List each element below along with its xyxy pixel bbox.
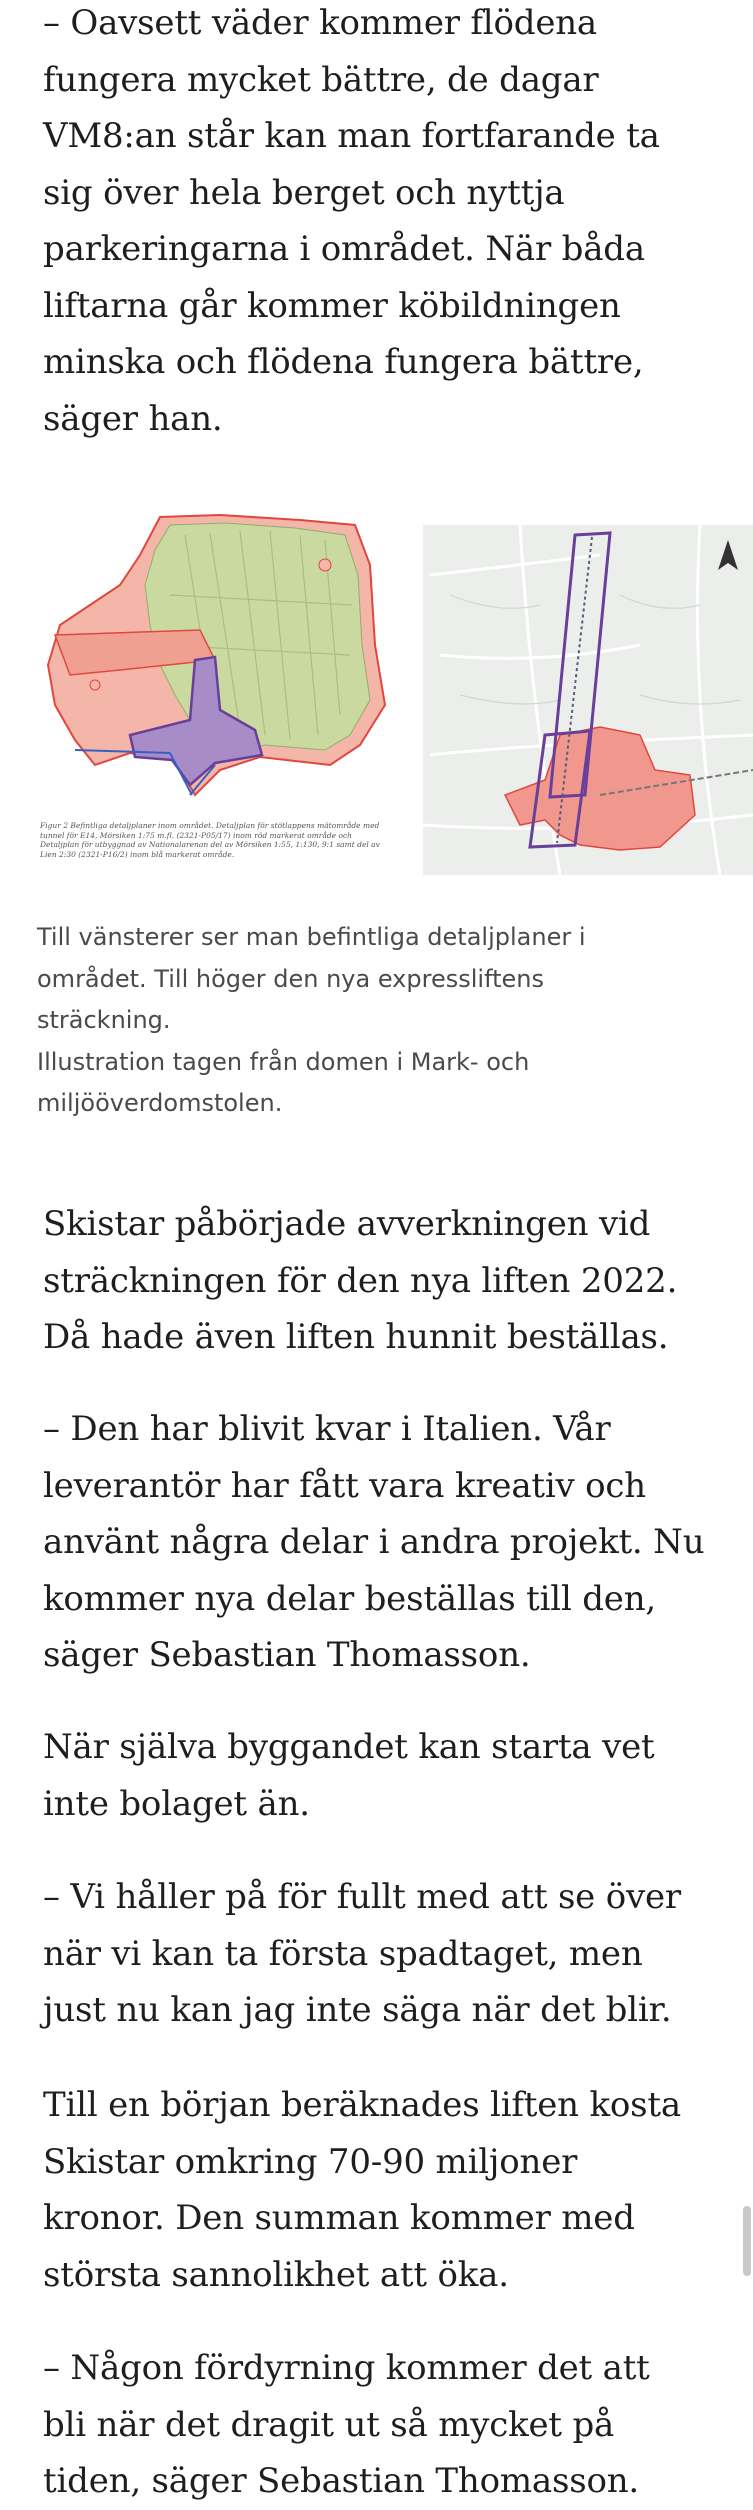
figure-caption: Till vänsterer ser man befintliga detaljplaner i området. Till höger den nya expressliftens sträckning. Illustration tagen från domen i Mark- och miljööverdomstolen. (37, 923, 586, 1117)
article-paragraph: – Oavsett väder kommer flödena fungera mycket bättre, de dagar VM8:an står kan man fortfarande ta sig över hela berget och nyttja parkeringarna i området. När båda liftarna går kommer köbildningen minska och flödena fungera bättre, säger han. (43, 3, 660, 439)
article-paragraph: När själva byggandet kan starta vet inte bolaget än. (43, 1727, 655, 1824)
map-figure (0, 495, 753, 895)
scrollbar-thumb[interactable] (743, 2206, 751, 2276)
detail-plan-maps (0, 495, 753, 895)
article-paragraph: Skistar påbörjade avverkningen vid sträckningen för den nya liften 2022. Då hade även liften hunnit beställas. (43, 1204, 678, 1357)
right-lift-route-map (423, 525, 753, 875)
plan-marker (90, 680, 100, 690)
left-detail-plan-map (48, 515, 385, 795)
article-paragraph: Till en början beräknades liften kosta Skistar omkring 70-90 miljoner kronor. Den summan kommer med största sannolikhet att öka. (43, 2085, 681, 2295)
plan-marker (319, 559, 331, 571)
article-paragraph: – Vi håller på för fullt med att se över när vi kan ta första spadtaget, men just nu kan jag inte säga när det blir. (43, 1877, 681, 2030)
article-paragraph: – Någon fördyrning kommer det att bli när det dragit ut så mycket på tiden, säger Sebastian Thomasson. (43, 2348, 650, 2501)
article-paragraph: – Den har blivit kvar i Italien. Vår leverantör har fått vara kreativ och använt några delar i andra projekt. Nu kommer nya delar beställas till den, säger Sebastian Thomasson. (43, 1409, 705, 1675)
left-map-caption: Figur 2 Befintliga detaljplaner inom området. Detaljplan för stötlappens mätområde med tunnel för E14, Mörsiken 1:75 m.fl. (2321-P05/17) inom röd markerat område och Detaljplan för utbyggnad av Nationalarenan del av Mörsiken 1:55, 1:130, 9:1 samt del av Lien 2:30 (2321-P16/2) inom blå markerat område. (40, 821, 380, 859)
